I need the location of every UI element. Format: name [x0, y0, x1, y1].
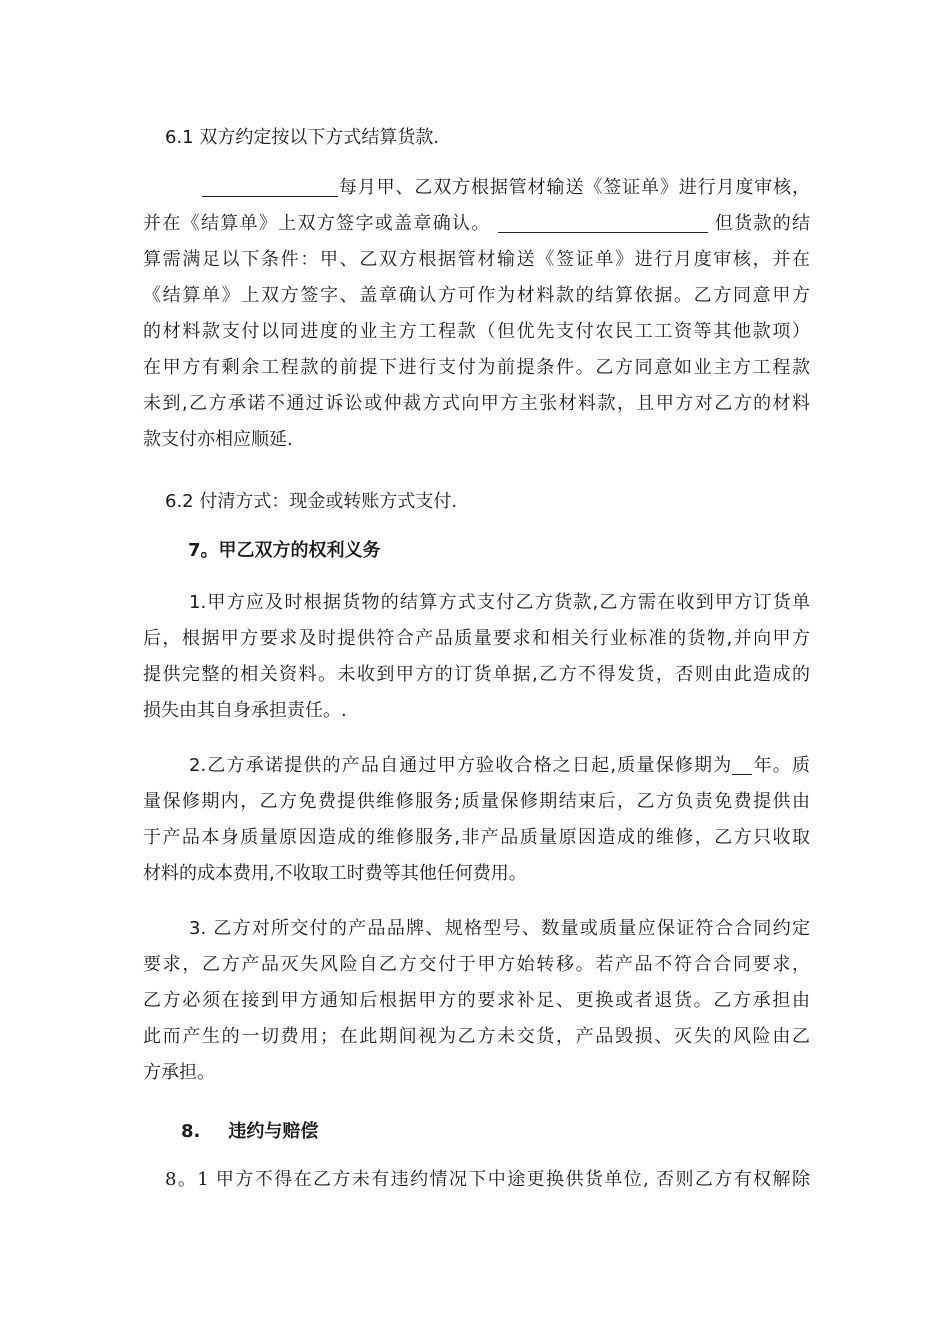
- clause-8-1-text: 8。1 甲方不得在乙方未有违约情况下中途更换供货单位, 否则乙方有权解除: [165, 1169, 810, 1190]
- clause-6-2: [143, 484, 810, 520]
- section-7-item-1: [143, 585, 810, 729]
- clause-6-2-text: 6.2 付清方式：现金或转账方式支付.: [165, 491, 458, 512]
- blank-field: [732, 750, 752, 775]
- section-8-heading: [143, 1114, 810, 1150]
- text-segment: 2.乙方承诺提供的产品自通过甲方验收合格之日起,质量保修期为: [189, 755, 733, 776]
- item-2-line-3: 于产品本身质量原因造成的维修服务,非产品质量原因造成的维修，乙方只收取: [143, 827, 810, 848]
- item-3-line-3: 乙方必须在接到甲方通知后根据甲方的要求补足、更换或者退货。乙方承担由: [143, 990, 810, 1011]
- section-7-heading: [143, 533, 810, 569]
- section-8-title-line: [143, 1114, 810, 1150]
- item-1-line-3: 提供完整的相关资料。未收到甲方的订货单据,乙方不得发货，否则由此造成的: [143, 664, 810, 685]
- item-1-line-2: 后，根据甲方要求及时提供符合产品质量要求和相关行业标准的货物,并向甲方: [143, 628, 810, 649]
- blank-field: [202, 172, 338, 197]
- item-3-line-4: 此而产生的一切费用；在此期间视为乙方未交货，产品毁损、灭失的风险由乙: [143, 1026, 810, 1047]
- item-2-line-2: 量保修期内，乙方免费提供维修服务;质量保修期结束后，乙方负责免费提供由: [143, 791, 810, 812]
- item-2-line-4: 材料的成本费用,不收取工时费等其他任何费用。: [143, 863, 527, 884]
- clause-6-1-line-6: 在甲方有剩余工程款的前提下进行支付为前提条件。乙方同意如业主方工程款: [143, 357, 810, 378]
- section-7-item-3: [143, 911, 810, 1091]
- text-segment: 并在《结算单》上双方签字或盖章确认。: [143, 213, 491, 234]
- section-7-title: 7。甲乙双方的权利义务: [188, 540, 381, 561]
- section-8-title: 违约与赔偿: [228, 1121, 319, 1142]
- clause-6-1-body: [143, 170, 810, 458]
- item-1-line-1: 1.甲方应及时根据货物的结算方式支付乙方货款,乙方需在收到甲方订货单: [189, 592, 810, 613]
- clause-6-1-text: 6.1 双方约定按以下方式结算货款.: [165, 127, 440, 148]
- section-7-item-2: [143, 748, 810, 892]
- item-3-line-5: 方承担。: [143, 1062, 215, 1083]
- item-3-line-2: 要求，乙方产品灭失风险自乙方交付于甲方始转移。若产品不符合合同要求，: [143, 954, 810, 975]
- blank-field: [498, 208, 708, 233]
- clause-6-1-line-8: 款支付亦相应顺延.: [143, 429, 293, 450]
- text-segment: 年。质: [752, 755, 810, 776]
- clause-6-1-line-5: 的材料款支付以同进度的业主方工程款（但优先支付农民工工资等其他款项）: [143, 321, 810, 342]
- item-1-line-4: 损失由其自身承担责任。.: [143, 700, 347, 721]
- clause-6-1-line-2: [143, 206, 810, 242]
- item-3-line-1: 3. 乙方对所交付的产品品牌、规格型号、数量或质量应保证符合合同约定: [189, 918, 810, 939]
- clause-6-1: [143, 120, 810, 156]
- text-segment: 每月甲、乙双方根据管材输送《签证单》进行月度审核，: [338, 177, 810, 198]
- item-2-line-1: [143, 748, 810, 784]
- clause-6-1-line-1: [143, 170, 810, 206]
- clause-6-1-line-3: 算需满足以下条件：甲、乙双方根据管材输送《签证单》进行月度审核，并在: [143, 249, 810, 270]
- clause-6-1-line-4: 《结算单》上双方签字、盖章确认方可作为材料款的结算依据。乙方同意甲方: [143, 285, 810, 306]
- text-segment: 但货款的结: [714, 213, 811, 234]
- clause-8-1: [143, 1162, 810, 1198]
- clause-6-1-line-7: 未到,乙方承诺不通过诉讼或仲裁方式向甲方主张材料款，且甲方对乙方的材料: [143, 393, 810, 414]
- section-8-number: 8.: [181, 1121, 201, 1142]
